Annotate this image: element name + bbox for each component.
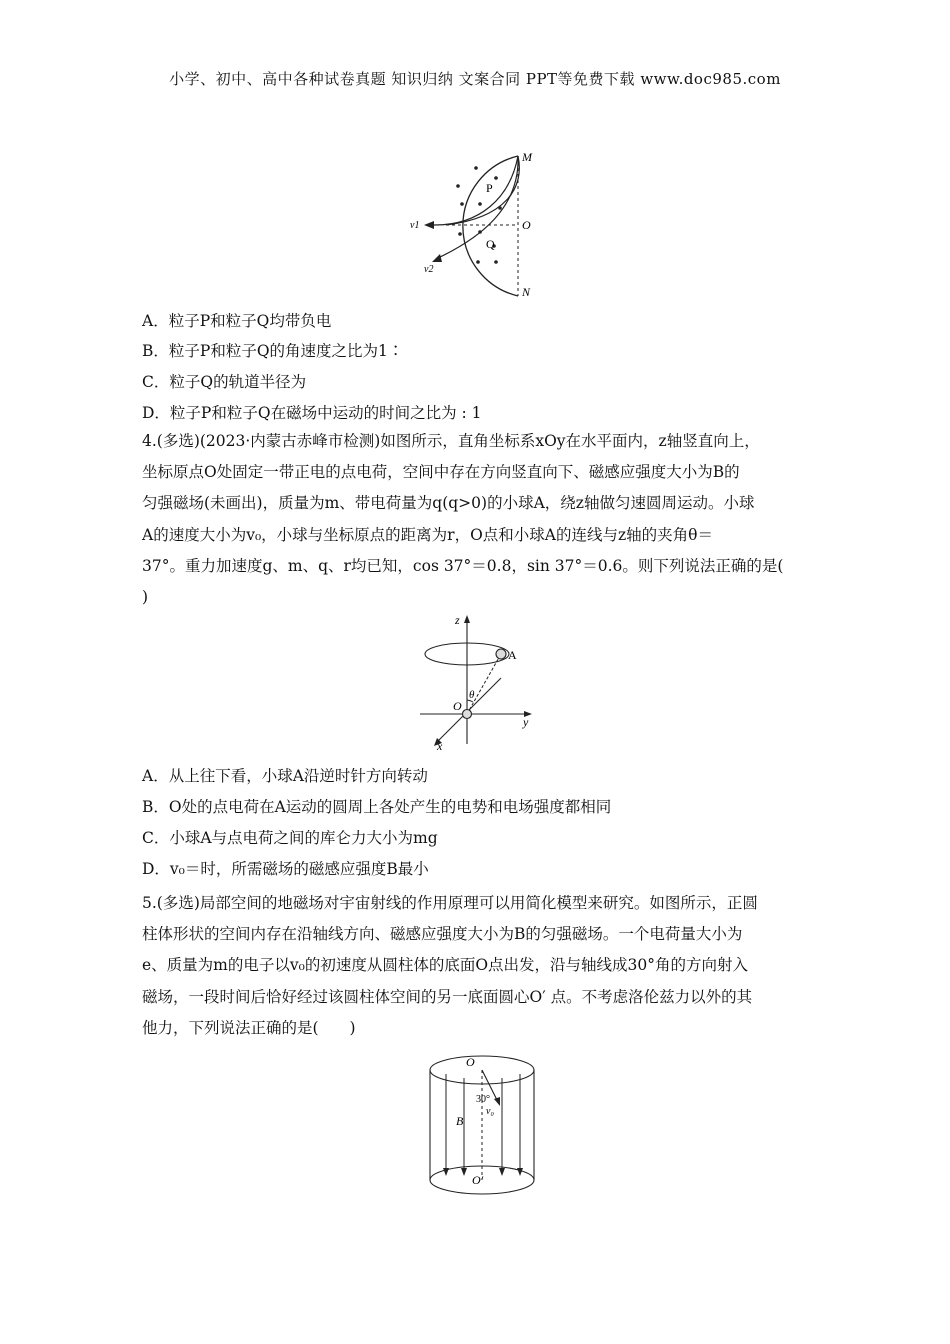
- label-angle: 30°: [476, 1094, 490, 1105]
- q3-option-a: A．粒子P和粒子Q均带负电: [142, 312, 332, 330]
- label-M: M: [522, 150, 532, 164]
- label-O: O: [453, 699, 462, 713]
- q3-option-c: C．粒子Q的轨道半径为: [142, 373, 307, 391]
- label-A: A: [508, 648, 517, 662]
- label-O-bottom: O′: [472, 1173, 484, 1187]
- label-O: O: [522, 218, 531, 232]
- q3-option-b: B．粒子P和粒子Q的角速度之比为1∶: [142, 342, 404, 360]
- figure-coordinate-ball: [415, 612, 535, 752]
- label-N: N: [522, 285, 531, 299]
- q5-line: 柱体形状的空间内存在沿轴线方向、磁感应强度大小为B的匀强磁场。一个电荷量大小为: [142, 925, 743, 944]
- label-B: B: [456, 1114, 464, 1128]
- q5-line: 5.(多选)局部空间的地磁场对宇宙射线的作用原理可以用简化模型来研究。如图所示，正圆: [142, 894, 758, 912]
- q4-line: 匀强磁场(未画出)，质量为m、带电荷量为q(q>0)的小球A，绕z轴做匀速圆周运动。小球: [142, 494, 755, 513]
- figure-cylinder: [420, 1048, 560, 1200]
- label-y: y: [523, 715, 529, 729]
- q4-option-c: C．小球A与点电荷之间的库仑力大小为mg: [142, 829, 438, 847]
- q5-line: 磁场，一段时间后恰好经过该圆柱体空间的另一底面圆心O′ 点。不考虑洛伦兹力以外的其: [142, 987, 753, 1006]
- question-5-stem: [142, 888, 812, 1044]
- q4-option-b: B．O处的点电荷在A运动的圆周上各处产生的电势和电场强度都相同: [142, 798, 612, 816]
- figure-semicircle-field: [410, 148, 540, 300]
- label-theta: θ: [469, 689, 475, 701]
- label-v2: v2: [424, 264, 434, 275]
- question-4-stem: [142, 426, 812, 613]
- label-O-top: O: [466, 1055, 475, 1069]
- q5-line: 他力，下列说法正确的是( ): [142, 1018, 356, 1037]
- label-x: x: [437, 739, 443, 752]
- q4-option-d: D．v₀＝时，所需磁场的磁感应强度B最小: [142, 860, 429, 878]
- label-v1: v1: [410, 220, 420, 231]
- label-P: P: [486, 181, 493, 195]
- label-z: z: [455, 613, 460, 627]
- q5-line: e、质量为m的电子以v₀的初速度从圆柱体的底面O点出发，沿与轴线成30°角的方向射入: [142, 956, 749, 975]
- label-Q: Q: [486, 237, 495, 251]
- label-v0: v₀: [486, 1106, 494, 1117]
- q4-line: 4.(多选)(2023·内蒙古赤峰市检测)如图所示，直角坐标系xOy在水平面内，z轴竖直向上，: [142, 432, 760, 450]
- q4-line: A的速度大小为v₀，小球与坐标原点的距离为r，O点和小球A的连线与z轴的夹角θ＝: [142, 525, 713, 544]
- q4-line: ): [142, 588, 149, 607]
- q4-option-a: A．从上往下看，小球A沿逆时针方向转动: [142, 767, 428, 785]
- page-header: 小学、初中、高中各种试卷真题 知识归纳 文案合同 PPT等免费下载 www.doc985.com: [169, 70, 781, 88]
- q4-line: 坐标原点O处固定一带正电的点电荷，空间中存在方向竖直向下、磁感应强度大小为B的: [142, 463, 740, 482]
- q4-line: 37°。重力加速度g、m、q、r均已知，cos 37°＝0.8，sin 37°＝0.6。则下列说法正确的是(: [142, 556, 784, 575]
- q3-option-d: D．粒子P和粒子Q在磁场中运动的时间之比为 : 1: [142, 404, 482, 422]
